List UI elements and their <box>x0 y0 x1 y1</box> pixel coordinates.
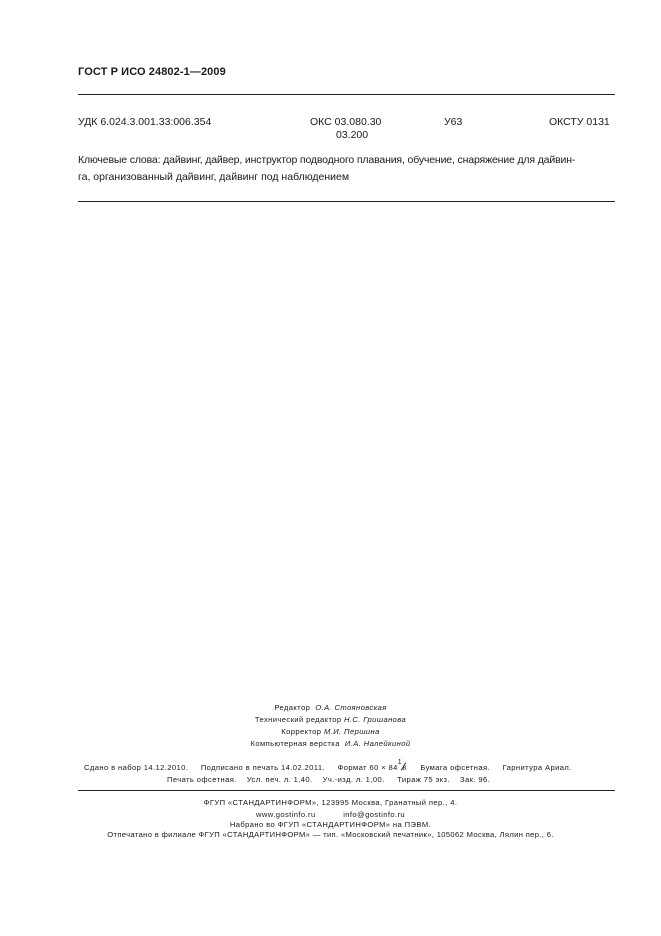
keywords-line2: га, организованный дайвинг, дайвинг под наблюдением <box>78 171 350 183</box>
credit-name: М.И. Першина <box>323 727 380 736</box>
keywords-line1: Ключевые слова: дайвинг, дайвер, инструктор подводного плавания, обучение, снаряжение для дайвин- <box>78 154 576 166</box>
credit-role: Корректор <box>281 727 322 736</box>
typeset-note: Набрано во ФГУП «СТАНДАРТИНФОРМ» на ПЭВМ. <box>229 820 432 829</box>
publisher-website: www.gostinfo.ru <box>255 810 316 819</box>
okstu-code: ОКСТУ 0131 <box>549 116 610 128</box>
publisher-address: ФГУП «СТАНДАРТИНФОРМ», 123995 Москва, Гранатный пер., 4. <box>203 798 458 807</box>
printed-note: Отпечатано в филиале ФГУП «СТАНДАРТИНФОРМ» — тип. «Московский печатник», 105062 Москва, Лялин пер., 6. <box>107 830 554 839</box>
divider <box>78 94 615 95</box>
format: Формат 60 × 84 <box>337 763 398 772</box>
credit-tech-editor <box>0 715 661 724</box>
print-info-row2 <box>167 775 490 784</box>
credit-name: Н.С. Гришанова <box>344 715 407 724</box>
format-fraction: 1 8 <box>397 759 407 772</box>
publisher-email: info@gostinfo.ru <box>343 810 406 819</box>
typeface: Гарнитура Ариал. <box>502 763 572 772</box>
printing: Печать офсетная. <box>167 775 237 784</box>
credit-role: Редактор <box>274 703 311 712</box>
credit-name: О.А. Стояновская <box>315 703 387 712</box>
divider <box>78 201 615 202</box>
oks-code-line1: ОКС 03.080.30 <box>310 116 382 128</box>
u-code: У63 <box>444 116 463 128</box>
paper: Бумага офсетная. <box>420 763 491 772</box>
credit-role: Технический редактор <box>254 715 342 724</box>
print-sheets: Усл. печ. л. 1,40. <box>246 775 313 784</box>
oks-code-line2: 03.200 <box>336 129 369 141</box>
credit-editor <box>0 703 661 712</box>
typeset-date: Сдано в набор 14.12.2010. <box>84 763 189 772</box>
publisher-contacts <box>0 810 661 819</box>
order-number: Зак. 96. <box>460 775 491 784</box>
print-run: Тираж 75 экз. <box>397 775 450 784</box>
divider <box>78 790 615 791</box>
udk-code: УДК 6.024.3.001.33:006.354 <box>78 116 212 128</box>
signed-date: Подписано в печать 14.02.2011. <box>200 763 325 772</box>
credit-role: Компьютерная верстка <box>250 739 340 748</box>
credit-layout <box>0 739 661 748</box>
print-info-row1 <box>84 759 572 772</box>
credit-corrector <box>0 727 661 736</box>
pub-sheets: Уч.-изд. л. 1,00. <box>322 775 385 784</box>
credit-name: И.А. Налейкиной <box>344 739 411 748</box>
standard-code: ГОСТ Р ИСО 24802-1—2009 <box>78 66 226 78</box>
